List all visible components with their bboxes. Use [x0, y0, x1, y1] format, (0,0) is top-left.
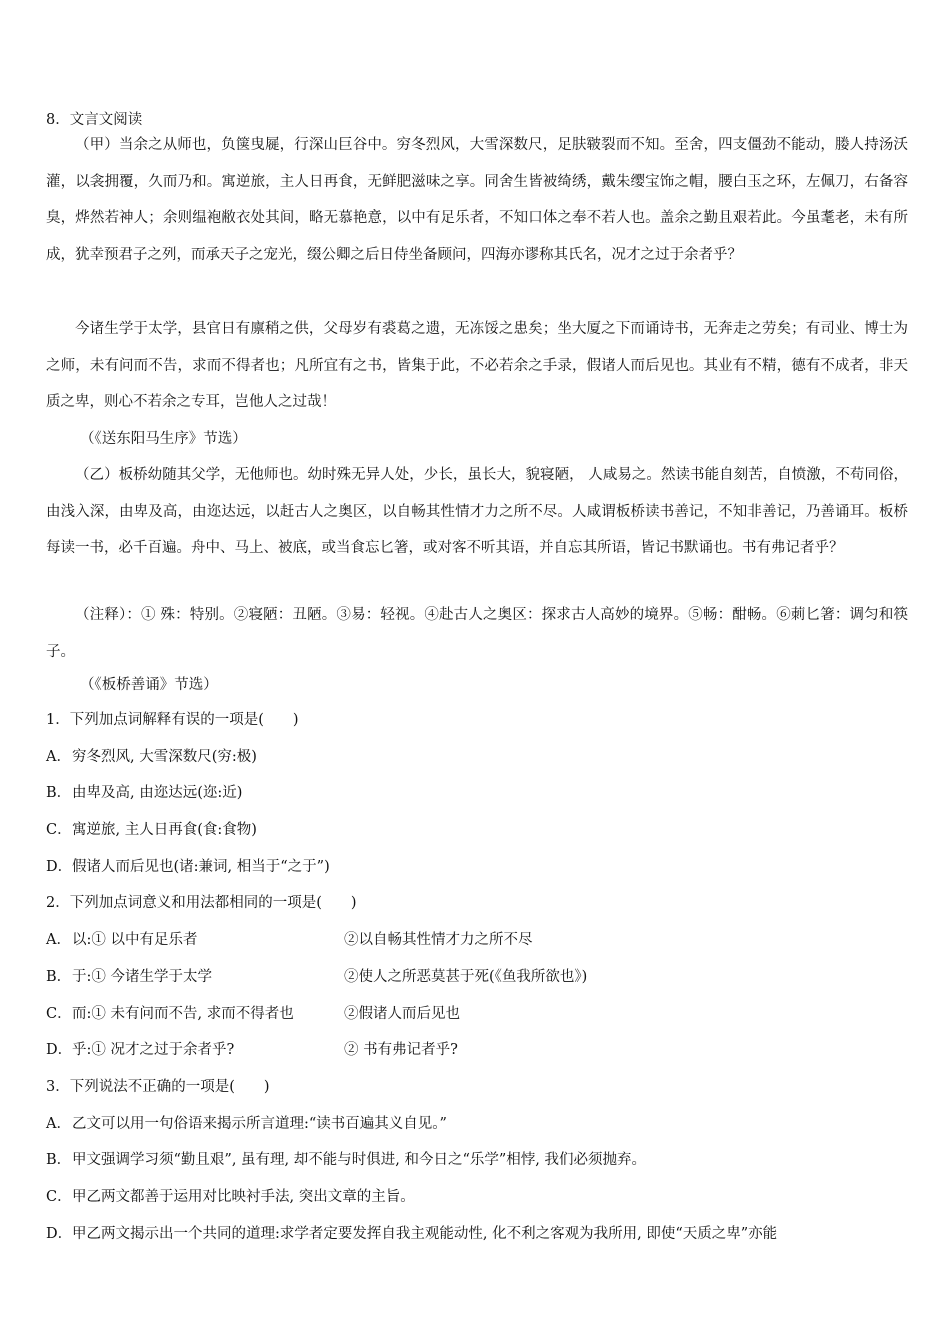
question-2-option-d[interactable]: D．乎:① 况才之过于余者乎? ② 书有弗记者乎?	[46, 1042, 458, 1059]
passage-yi	[46, 457, 908, 567]
passage-jia	[46, 127, 908, 274]
question-2-option-c[interactable]: C．而:① 未有问而不告, 求而不得者也 ②假诸人而后见也	[46, 1005, 460, 1022]
question-3-stem: 3．下列说法不正确的一项是( )	[46, 1078, 270, 1095]
question-2-option-a[interactable]: A．以:① 以中有足乐者 ②以自畅其性情才力之所不尽	[46, 932, 533, 949]
question-1-option-d[interactable]: D．假诸人而后见也(诸:兼词, 相当于“之于”)	[46, 858, 330, 875]
question-3-option-a[interactable]: A．乙文可以用一句俗语来揭示所言道理:“读书百遍其义自见。”	[46, 1115, 447, 1132]
question-1-option-a[interactable]: A．穷冬烈风, 大雪深数尺(穷:极)	[46, 748, 257, 765]
passage-jia-paragraph-1: （甲）当余之从师也，负箧曳屣，行深山巨谷中。穷冬烈风，大雪深数尺，足肤皲裂而不知。至舍，四支僵劲不能动，媵人持汤沃灌，以衾拥覆，久而乃和。寓逆旅，主人日再食，无鲜肥滋味之享。同舍生皆被绮绣，戴朱缨宝饰之帽，腰白玉之环，左佩刀，右备容臭，烨然若神人；余则缊袍敝衣处其间，略无慕艳意，以中有足乐者，不知口体之奉不若人也。盖余之勤且艰若此。今虽耄老，未有所成，犹幸预君子之列，而承天子之宠光，缀公卿之后日侍坐备顾问，四海亦谬称其氏名，况才之过于余者乎？	[46, 137, 908, 264]
question-1-option-b[interactable]: B．由卑及高, 由迩达远(迩:近)	[46, 785, 243, 802]
question-2-stem: 2．下列加点词意义和用法都相同的一项是( )	[46, 895, 357, 912]
passage-yi-paragraph: （乙）板桥幼随其父学，无他师也。幼时殊无异人处，少长，虽长大，貌寝陋， 人咸易之。然读书能自刻苦，自愤激，不苟同俗，由浅入深，由卑及高，由迩达远，以赶古人之奥区，以自畅其性情才力之所不尽。人咸谓板桥读书善记，不知非善记，乃善诵耳。板桥每读一书，必千百遍。舟中、马上、被底，或当食忘匕箸，或对客不听其语，并自忘其所语，皆记书默诵也。书有弗记者乎？	[46, 467, 908, 557]
passage-jia-part-2	[46, 311, 908, 421]
passage-yi-source: （《板桥善诵》节选）	[80, 677, 218, 693]
passage-jia-source: （《送东阳马生序》节选）	[80, 431, 247, 447]
section-title: 文言文阅读	[69, 112, 143, 128]
passage-yi-notes	[46, 597, 908, 670]
section-number: 8．	[46, 112, 70, 128]
passage-jia-paragraph-2: 今诸生学于太学，县官日有廪稍之供，父母岁有裘葛之遗，无冻馁之患矣；坐大厦之下而诵诗书，无奔走之劳矣；有司业、博士为之师，未有问而不告，求而不得者也；凡所宜有之书，皆集于此，不必若余之手录，假诸人而后见也。其业有不精，德有不成者，非天质之卑，则心不若余之专耳，岂他人之过哉！	[46, 321, 908, 411]
question-3-option-b[interactable]: B．甲文强调学习须“勤且艰”, 虽有理, 却不能与时俱进, 和今日之“乐学”相悖, 我们必须抛弃。	[46, 1152, 647, 1169]
question-1-option-c[interactable]: C．寓逆旅, 主人日再食(食:食物)	[46, 822, 257, 839]
notes-text: （注释）：① 殊：特别。②寝陋：丑陋。③易：轻视。④赴古人之奥区：探求古人高妙的境界。⑤畅：酣畅。⑥莿匕箸：调匀和筷子。	[46, 607, 908, 660]
question-3-option-d[interactable]: D．甲乙两文揭示出一个共同的道理:求学者定要发挥自我主观能动性, 化不利之客观为我所用, 即使“天质之卑”亦能	[46, 1225, 778, 1242]
question-1-stem: 1．下列加点词解释有误的一项是( )	[46, 712, 299, 728]
question-2-option-b[interactable]: B．于:① 今诸生学于太学 ②使人之所恶莫甚于死(《鱼我所欲也》)	[46, 968, 588, 985]
question-list	[46, 702, 908, 1252]
question-3-option-c[interactable]: C．甲乙两文都善于运用对比映衬手法, 突出文章的主旨。	[46, 1188, 415, 1205]
